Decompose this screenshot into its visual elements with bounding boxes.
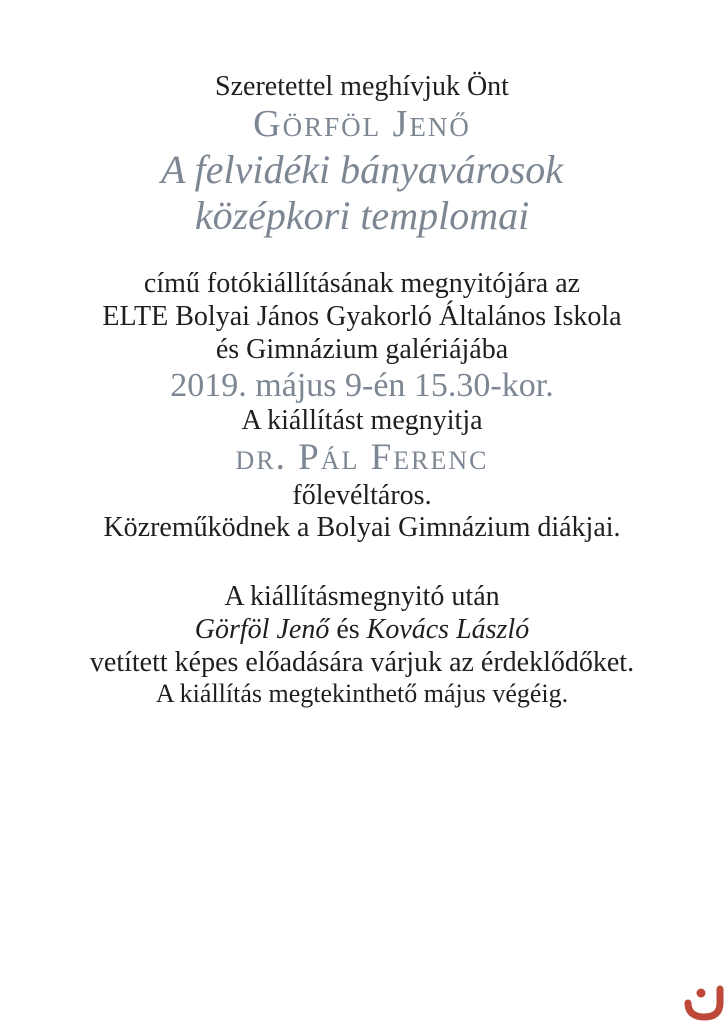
after-conjunction: és <box>336 614 360 646</box>
opener-name: dr. Pál Ferenc <box>235 437 489 479</box>
exhibition-title-line-2: középkori templomai <box>194 192 530 238</box>
intro-line: Szeretettel meghívjuk Önt <box>215 71 509 102</box>
venue-line-2: ELTE Bolyai János Gyakorló Általános Iskola <box>102 300 622 332</box>
exhibition-title <box>0 147 724 239</box>
opener-title: főlevéltáros. <box>292 479 432 511</box>
after-line-1: A kiállításmegnyitó után <box>224 581 500 613</box>
venue-block <box>0 267 724 366</box>
venue-line-1: című fotókiállításának megnyitójára az <box>143 267 581 299</box>
closing-line: A kiállítás megtekinthető május végéig. <box>155 679 569 709</box>
exhibition-title-line-1: A felvidéki bányavárosok <box>160 146 564 192</box>
red-u-glyph-icon <box>684 980 724 1024</box>
event-datetime: 2019. május 9-én 15.30-kor. <box>170 366 554 404</box>
contributors-line: Közreműködnek a Bolyai Gimnázium diákjai. <box>103 511 621 543</box>
after-line-2 <box>0 613 724 646</box>
venue-line-3: és Gimnázium galériájába <box>215 333 509 365</box>
artist-name: Görföl Jenő <box>253 103 471 146</box>
after-name-2: Kovács László <box>366 614 530 646</box>
opening-intro-line: A kiállítást megnyitja <box>241 405 483 437</box>
after-line-3: vetített képes előadására várjuk az érdeklődőket. <box>89 647 635 679</box>
after-name-1: Görföl Jenő <box>194 614 330 646</box>
after-opening-block <box>0 580 724 679</box>
